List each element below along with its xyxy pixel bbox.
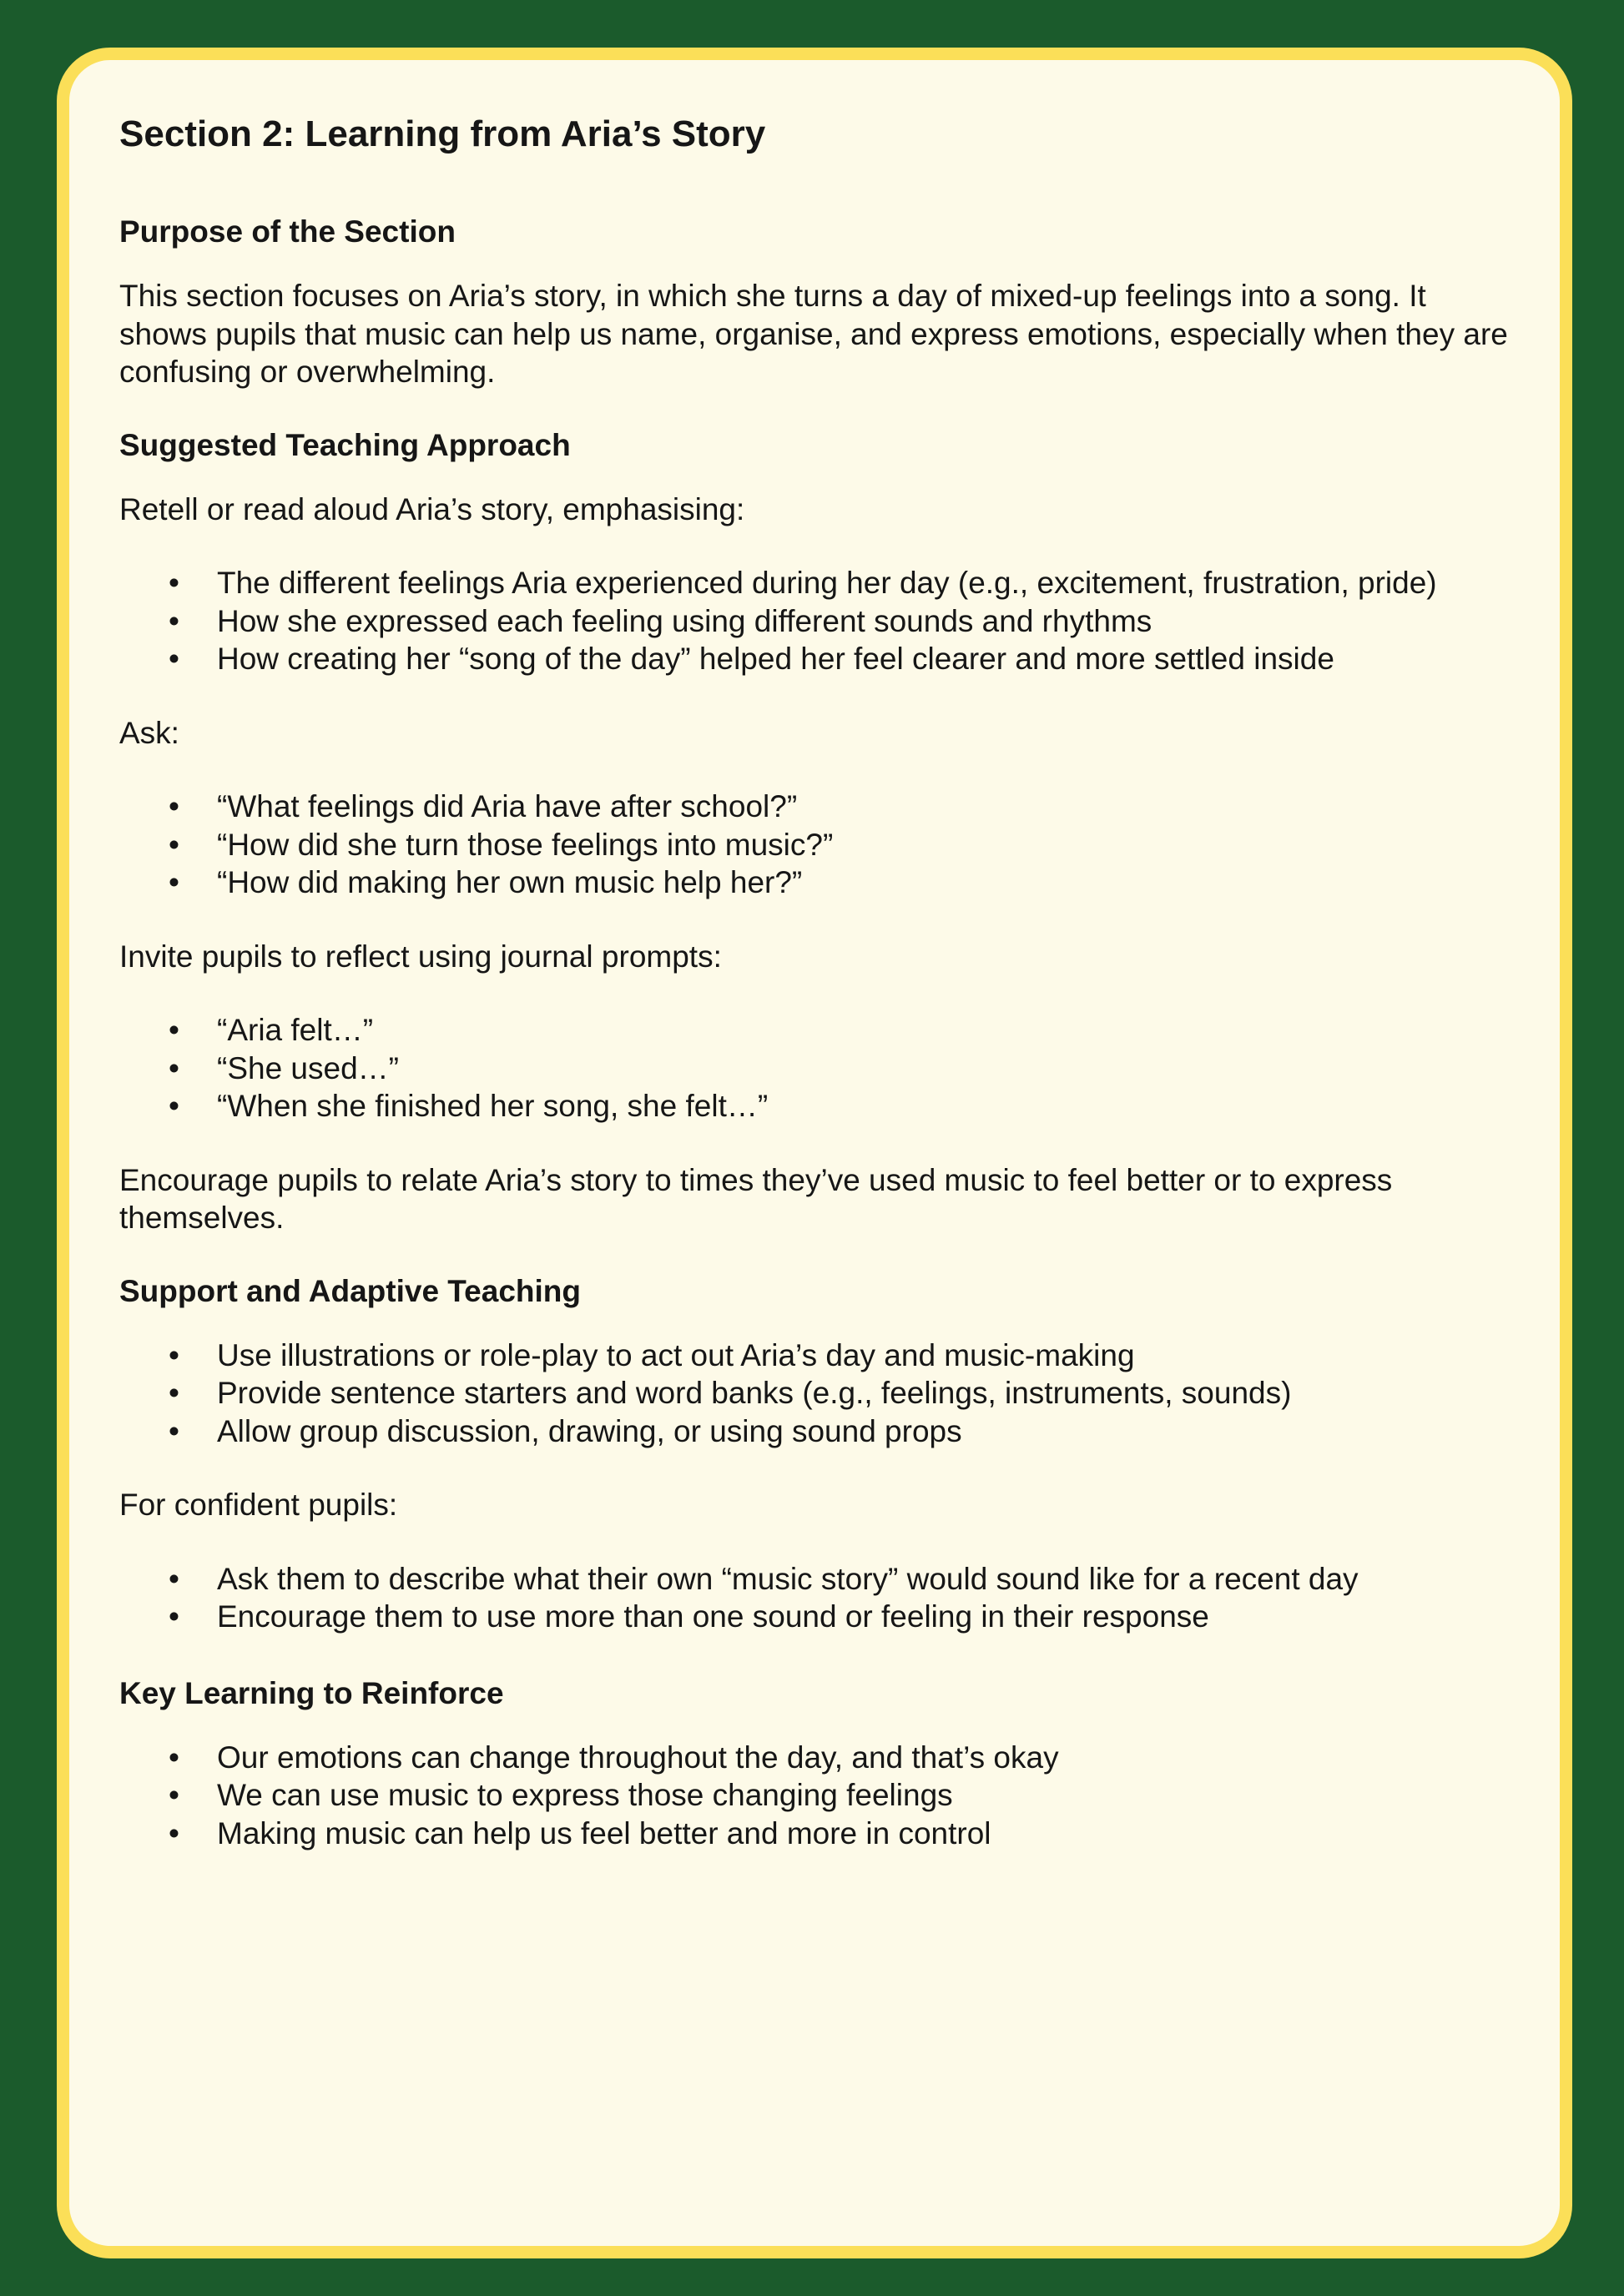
list-item xyxy=(119,564,1521,602)
list-item-text: How she expressed each feeling using different sounds and rhythms xyxy=(217,603,1152,638)
document-content xyxy=(119,108,1521,1888)
list-item-text: Making music can help us feel better and more in control xyxy=(217,1815,991,1850)
ask-intro: Ask: xyxy=(119,715,179,750)
bullet: • xyxy=(169,1376,179,1410)
list-item xyxy=(119,788,1521,826)
bullet: • xyxy=(169,642,179,676)
list-item-text: “What feelings did Aria have after school?” xyxy=(217,789,798,823)
list-item xyxy=(119,602,1521,641)
page-title: Section 2: Learning from Aria’s Story xyxy=(119,113,766,154)
bullet: • xyxy=(169,603,179,638)
list-item xyxy=(119,1087,1521,1125)
bullet: • xyxy=(169,1740,179,1775)
bullet: • xyxy=(169,789,179,823)
purpose-text: This section focuses on Aria’s story, in which she turns a day of mixed-up feelings into a song. It shows pupils that music can help us name, organise, and express emotions, especially when they are confusing or overwhelming. xyxy=(119,279,1508,389)
retell-list xyxy=(119,564,1521,678)
list-item-text: We can use music to express those changing feelings xyxy=(217,1778,953,1812)
ask-list xyxy=(119,788,1521,902)
journal-list xyxy=(119,1011,1521,1125)
list-item-text: “Aria felt…” xyxy=(217,1013,374,1047)
list-item-text: Provide sentence starters and word banks (e.g., feelings, instruments, sounds) xyxy=(217,1376,1292,1410)
list-item-text: “How did she turn those feelings into music?” xyxy=(217,827,834,862)
bullet: • xyxy=(169,1013,179,1047)
bullet: • xyxy=(169,1089,179,1123)
support-list xyxy=(119,1337,1521,1451)
bullet: • xyxy=(169,1815,179,1850)
bullet: • xyxy=(169,1050,179,1085)
approach-heading: Suggested Teaching Approach xyxy=(119,427,571,462)
list-item xyxy=(119,826,1521,864)
list-item xyxy=(119,1739,1521,1777)
list-item-text: Ask them to describe what their own “music story” would sound like for a recent day xyxy=(217,1561,1359,1596)
list-item-text: Use illustrations or role-play to act out Aria’s day and music-making xyxy=(217,1337,1135,1372)
list-item-text: How creating her “song of the day” helped her feel clearer and more settled inside xyxy=(217,642,1334,676)
list-item xyxy=(119,1776,1521,1815)
retell-intro: Retell or read aloud Aria’s story, emphasising: xyxy=(119,491,745,526)
bullet: • xyxy=(169,1337,179,1372)
list-item-text: Our emotions can change throughout the day, and that’s okay xyxy=(217,1740,1059,1775)
confident-intro: For confident pupils: xyxy=(119,1488,398,1522)
list-item-text: “She used…” xyxy=(217,1050,399,1085)
bullet: • xyxy=(169,1561,179,1596)
list-item xyxy=(119,1598,1521,1636)
key-learning-list xyxy=(119,1739,1521,1853)
list-item-text: The different feelings Aria experienced during her day (e.g., excitement, frustration, pride) xyxy=(217,566,1437,600)
list-item xyxy=(119,1815,1521,1853)
list-item xyxy=(119,1560,1521,1599)
journal-intro: Invite pupils to reflect using journal prompts: xyxy=(119,939,722,974)
list-item xyxy=(119,1050,1521,1088)
bullet: • xyxy=(169,1599,179,1634)
list-item xyxy=(119,1337,1521,1375)
bullet: • xyxy=(169,1413,179,1448)
list-item-text: “How did making her own music help her?” xyxy=(217,865,803,899)
list-item xyxy=(119,1412,1521,1451)
support-heading: Support and Adaptive Teaching xyxy=(119,1273,581,1308)
list-item-text: Encourage them to use more than one sound or feeling in their response xyxy=(217,1599,1209,1634)
list-item-text: Allow group discussion, drawing, or using sound props xyxy=(217,1413,962,1448)
bullet: • xyxy=(169,1778,179,1812)
purpose-heading: Purpose of the Section xyxy=(119,214,456,249)
list-item xyxy=(119,1374,1521,1412)
list-item-text: “When she finished her song, she felt…” xyxy=(217,1089,769,1123)
encourage-text: Encourage pupils to relate Aria’s story to times they’ve used music to feel better or to express themselves. xyxy=(119,1162,1393,1235)
list-item xyxy=(119,864,1521,902)
key-learning-heading: Key Learning to Reinforce xyxy=(119,1675,504,1710)
bullet: • xyxy=(169,827,179,862)
bullet: • xyxy=(169,865,179,899)
list-item xyxy=(119,1011,1521,1050)
confident-list xyxy=(119,1560,1521,1636)
list-item xyxy=(119,640,1521,678)
bullet: • xyxy=(169,566,179,600)
